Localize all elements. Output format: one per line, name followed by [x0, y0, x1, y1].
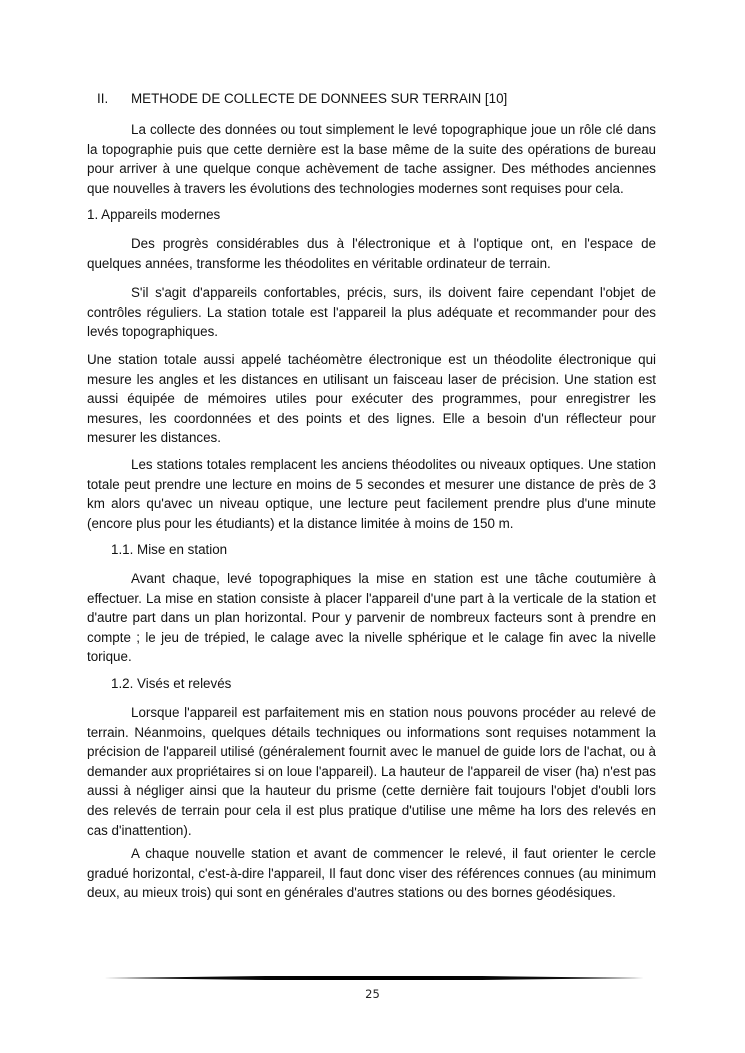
subsection-heading-appareils: 1. Appareils modernes [87, 207, 221, 222]
paragraph-theodolites: Les stations totales remplacent les anciens théodolites ou niveaux optiques. Une station totale peut prendre une lecture en moins de 5 secondes et mesurer une distance de près de 3 km alors qu'avec un niveau optique, une lecture peut facilement prendre plus d'une minute (encore plus pour les étudiants) et la distance limitée à moins de 150 m. [87, 457, 656, 531]
paragraph-orientation: A chaque nouvelle station et avant de commencer le relevé, il faut orienter le cercle gradué horizontal, c'est-à-dire l'appareil, Il faut donc viser des références connues (au minimum deux, au mieux trois) qui sont en générales d'autres stations ou des bornes géodésiques. [87, 846, 656, 901]
section-title: METHODE DE COLLECTE DE DONNEES SUR TERRAIN [10] [131, 91, 508, 106]
paragraph-controles: S'il s'agit d'appareils confortables, précis, surs, ils doivent faire cependant l'objet de contrôles réguliers. La station totale est l'appareil la plus adéquate et recommander pour des levés topographiques. [87, 285, 656, 340]
subsection-heading-vises-releves: 1.2. Visés et relevés [111, 676, 232, 691]
paragraph-mise-en-station: Avant chaque, levé topographiques la mise en station est une tâche coutumière à effectuer. La mise en station consiste à placer l'appareil d'une part à la verticale de la station et d'autre part dans un plan horizontal. Pour y parvenir de nombreux facteurs sont à prendre en compte ; le jeu de trépied, le calage avec la nivelle sphérique et le calage fin avec la nivelle torique. [87, 571, 656, 665]
section-number: II. [97, 91, 109, 106]
page-number: 25 [365, 987, 380, 1001]
section-heading [97, 89, 507, 109]
section-intro-paragraph: La collecte des données ou tout simplement le levé topographique joue un rôle clé dans la topographie puis que cette dernière est la base même de la suite des opérations de bureau pour arriver à une quelque conque achèvement de tache assigner. Des méthodes anciennes que nouvelles à travers les évolutions des technologies modernes sont requises pour cela. [87, 122, 656, 196]
footer-divider [104, 976, 644, 980]
paragraph-releve-terrain: Lorsque l'appareil est parfaitement mis en station nous pouvons procéder au relevé de terrain. Néanmoins, quelques détails techniques ou informations sont requises notamment la précision de l'appareil utilisé (généralement fournit avec le manuel de guide lors de l'achat, ou à demander aux propriétaires si on loue l'appareil). La hauteur de l'appareil de viser (ha) n'est pas aussi à négliger ainsi que la hauteur du prisme (cette dernière fait toujours l'objet d'oubli lors des relevés de terrain pour cela il est plus pratique d'utilise une même ha lors des relevés en cas d'inattention). [87, 705, 656, 838]
subsection-heading-mise-en-station: 1.1. Mise en station [111, 542, 228, 557]
paragraph-progres: Des progrès considérables dus à l'électronique et à l'optique ont, en l'espace de quelques années, transforme les théodolites en véritable ordinateur de terrain. [87, 236, 656, 271]
paragraph-station-totale: Une station totale aussi appelé tachéomètre électronique est un théodolite électronique qui mesure les angles et les distances en utilisant un faisceau laser de précision. Une station est aussi équipée de mémoires utiles pour exécuter des programmes, pour enregistrer les mesures, les coordonnées et des points et des lignes. Elle a besoin d'un réflecteur pour mesurer les distances. [87, 352, 656, 446]
